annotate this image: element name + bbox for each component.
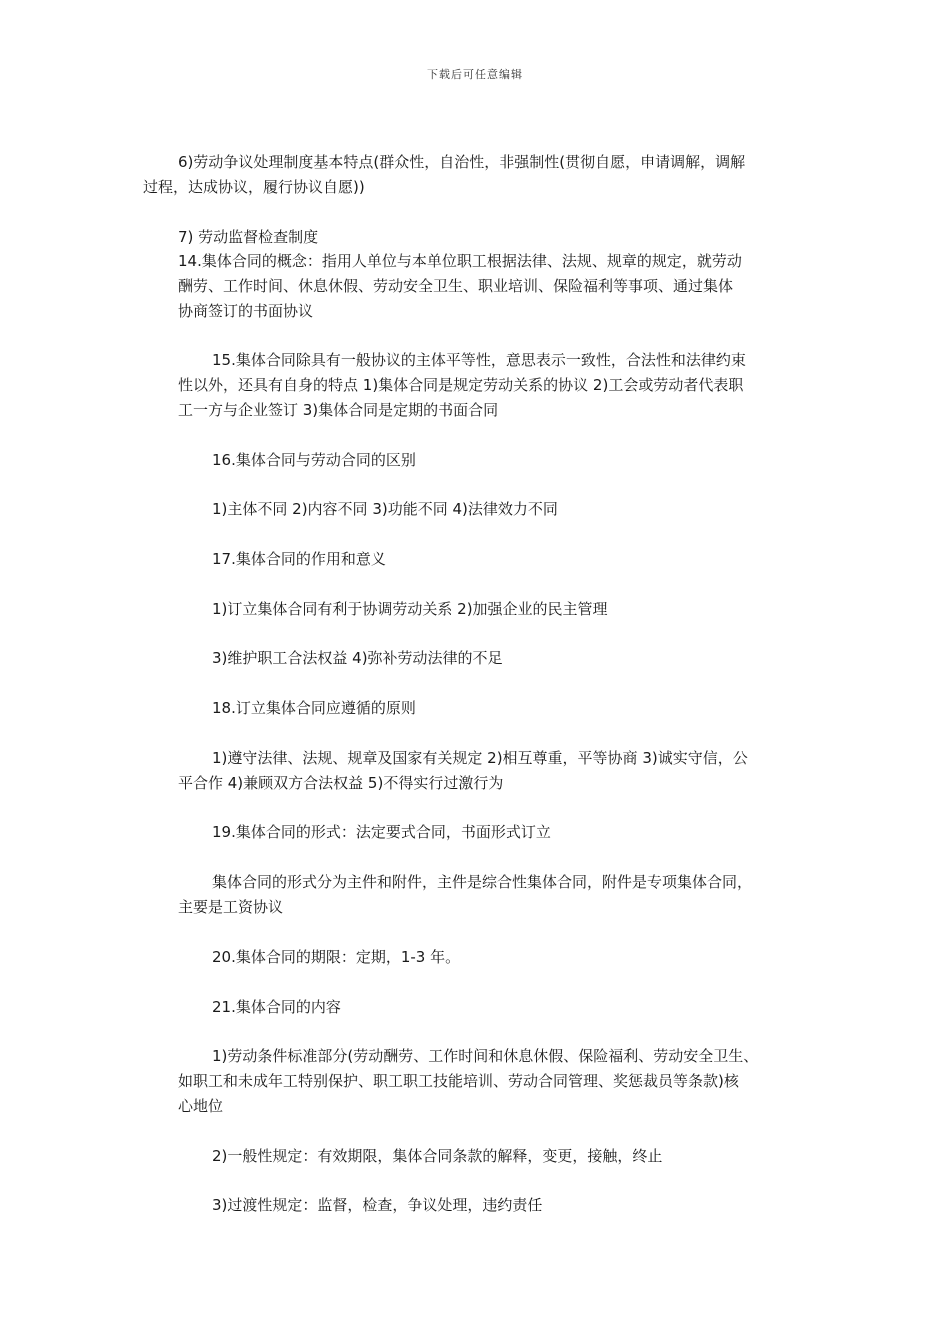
text-line: 2)一般性规定：有效期限，集体合同条款的解释，变更，接触，终止 bbox=[212, 1147, 663, 1165]
text-line: 21.集体合同的内容 bbox=[212, 998, 341, 1016]
text-line: 7) 劳动监督检查制度 bbox=[178, 228, 319, 246]
text-line: 17.集体合同的作用和意义 bbox=[212, 550, 386, 568]
text-line: 主要是工资协议 bbox=[178, 898, 284, 916]
text-line: 1)劳动条件标准部分(劳动酬劳、工作时间和休息休假、保险福利、劳动安全卫生、 bbox=[212, 1047, 759, 1065]
text-line: 集体合同的形式分为主件和附件，主件是综合性集体合同，附件是专项集体合同， bbox=[212, 873, 753, 891]
text-line: 15.集体合同除具有一般协议的主体平等性，意思表示一致性，合法性和法律约束 bbox=[212, 351, 746, 369]
page-header: 下载后可任意编辑 bbox=[427, 68, 523, 81]
text-line: 如职工和未成年工特别保护、职工职工技能培训、劳动合同管理、奖惩裁员等条款)核 bbox=[178, 1072, 739, 1090]
text-line: 过程，达成协议，履行协议自愿)) bbox=[143, 178, 365, 196]
text-line: 3)维护职工合法权益 4)弥补劳动法律的不足 bbox=[212, 649, 503, 667]
text-line: 酬劳、工作时间、休息休假、劳动安全卫生、职业培训、保险福利等事项、通过集体 bbox=[178, 277, 734, 295]
text-line: 1)主体不同 2)内容不同 3)功能不同 4)法律效力不同 bbox=[212, 500, 558, 518]
text-line: 18.订立集体合同应遵循的原则 bbox=[212, 699, 416, 717]
text-line: 平合作 4)兼顾双方合法权益 5)不得实行过激行为 bbox=[178, 774, 504, 792]
text-line: 6)劳动争议处理制度基本特点(群众性，自治性，非强制性(贯彻自愿，申请调解，调解 bbox=[178, 153, 746, 171]
text-line: 19.集体合同的形式：法定要式合同，书面形式订立 bbox=[212, 823, 551, 841]
text-line: 3)过渡性规定：监督，检查，争议处理，违约责任 bbox=[212, 1196, 543, 1214]
text-line: 性以外，还具有自身的特点 1)集体合同是规定劳动关系的协议 2)工会或劳动者代表职 bbox=[178, 376, 744, 394]
text-line: 1)遵守法律、法规、规章及国家有关规定 2)相互尊重，平等协商 3)诚实守信，公 bbox=[212, 749, 748, 767]
text-line: 工一方与企业签订 3)集体合同是定期的书面合同 bbox=[178, 401, 499, 419]
text-line: 14.集体合同的概念：指用人单位与本单位职工根据法律、法规、规章的规定，就劳动 bbox=[178, 252, 742, 270]
text-line: 协商签订的书面协议 bbox=[178, 302, 314, 320]
text-line: 1)订立集体合同有利于协调劳动关系 2)加强企业的民主管理 bbox=[212, 600, 608, 618]
text-line: 16.集体合同与劳动合同的区别 bbox=[212, 451, 416, 469]
text-line: 心地位 bbox=[178, 1097, 224, 1115]
text-line: 20.集体合同的期限：定期，1-3 年。 bbox=[212, 948, 461, 966]
